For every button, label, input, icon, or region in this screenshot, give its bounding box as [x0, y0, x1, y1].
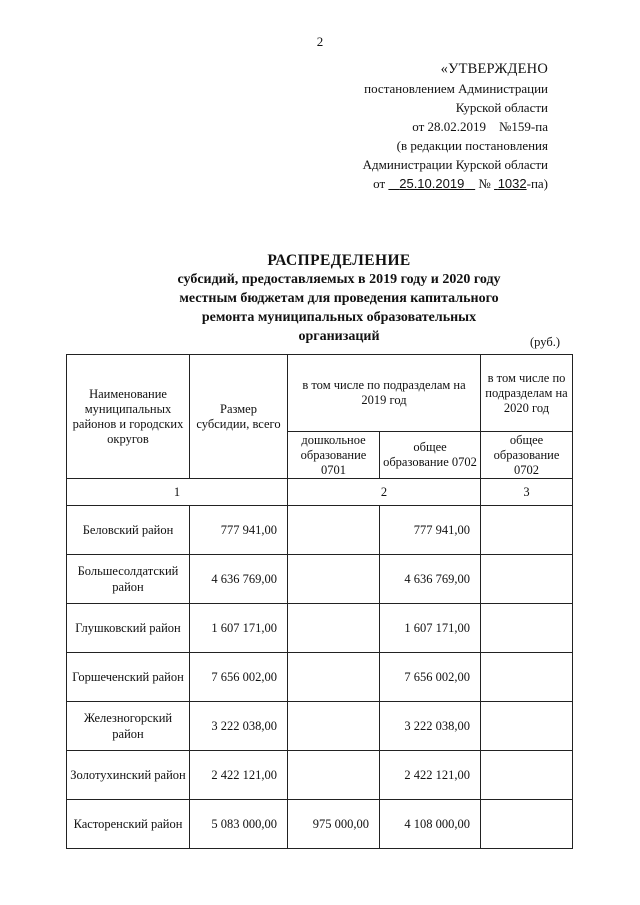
table-row [67, 800, 573, 849]
header-preschool: дошкольное образование 0701 [288, 432, 380, 479]
revision-number: 1032 [497, 176, 527, 191]
approval-decree-date: от 28.02.2019 [412, 119, 487, 134]
general-2020-amount [481, 751, 573, 800]
header-group-2019: в том числе по подразделам на 2019 год [288, 355, 481, 432]
column-number-3: 3 [481, 479, 573, 506]
page-number: 2 [316, 34, 324, 49]
revision-suffix: -па) [526, 176, 548, 191]
table-row [67, 506, 573, 555]
header-name: Наименование муниципальных районов и городских округов [67, 355, 190, 479]
general-2019-amount: 4 108 000,00 [380, 800, 481, 849]
revision-date: 25.10.2019 [399, 176, 465, 191]
column-number-2: 2 [288, 479, 481, 506]
preschool-amount: 975 000,00 [288, 800, 380, 849]
table-row [67, 653, 573, 702]
general-2019-amount: 4 636 769,00 [380, 555, 481, 604]
preschool-amount [288, 604, 380, 653]
general-2019-amount: 2 422 121,00 [380, 751, 481, 800]
general-2020-amount [481, 555, 573, 604]
subsidy-total: 5 083 000,00 [190, 800, 288, 849]
approval-revision-line [363, 174, 548, 193]
approval-heading: «УТВЕРЖДЕНО [440, 61, 548, 77]
subsidy-total: 4 636 769,00 [190, 555, 288, 604]
preschool-amount [288, 751, 380, 800]
title-line: местным бюджетам для проведения капитального [179, 291, 499, 306]
subsidy-total: 1 607 171,00 [190, 604, 288, 653]
title-line: субсидий, предоставляемых в 2019 году и 2020 году [177, 272, 501, 287]
currency-unit: (руб.) [530, 335, 560, 349]
general-2019-amount: 1 607 171,00 [380, 604, 481, 653]
general-2019-amount: 3 222 038,00 [380, 702, 481, 751]
subsidy-total: 3 222 038,00 [190, 702, 288, 751]
subsidy-table [66, 354, 573, 849]
table-row [67, 751, 573, 800]
revision-number-label: № [478, 176, 491, 191]
approval-line: (в редакции постановления [396, 138, 548, 153]
general-2020-amount [481, 702, 573, 751]
title-line: ремонта муниципальных образовательных [201, 310, 477, 325]
district-name: Касторенский район [67, 800, 190, 849]
general-2020-amount [481, 604, 573, 653]
preschool-amount [288, 653, 380, 702]
general-2020-amount [481, 653, 573, 702]
district-name: Беловский район [67, 506, 190, 555]
district-name: Горшеченский район [67, 653, 190, 702]
preschool-amount [288, 702, 380, 751]
header-total: Размер субсидии, всего [190, 355, 288, 479]
general-2020-amount [481, 506, 573, 555]
table-row [67, 702, 573, 751]
approval-line: постановлением Администрации [364, 81, 548, 96]
district-name: Железногорский район [67, 702, 190, 751]
approval-line: Курской области [455, 100, 548, 115]
table-row [67, 604, 573, 653]
district-name: Золотухинский район [67, 751, 190, 800]
approval-line: Администрации Курской области [362, 157, 548, 172]
subsidy-total: 777 941,00 [190, 506, 288, 555]
table-row [67, 555, 573, 604]
header-general-2019: общее образование 0702 [380, 432, 481, 479]
subsidy-total: 7 656 002,00 [190, 653, 288, 702]
header-group-2020: в том числе по подразделам на 2020 год [481, 355, 573, 432]
general-2019-amount: 777 941,00 [380, 506, 481, 555]
document-title [130, 251, 548, 346]
title-main: РАСПРЕДЕЛЕНИЕ [267, 252, 411, 269]
preschool-amount [288, 506, 380, 555]
district-name: Большесолдатский район [67, 555, 190, 604]
title-line: организаций [298, 329, 380, 344]
general-2019-amount: 7 656 002,00 [380, 653, 481, 702]
header-general-2020: общее образование 0702 [481, 432, 573, 479]
revision-prefix: от [373, 176, 386, 191]
approval-stamp [363, 60, 548, 193]
approval-decree-number: №159-па [499, 119, 548, 134]
subsidy-total: 2 422 121,00 [190, 751, 288, 800]
district-name: Глушковский район [67, 604, 190, 653]
preschool-amount [288, 555, 380, 604]
approval-decree-line [363, 117, 548, 136]
column-number-1: 1 [67, 479, 288, 506]
general-2020-amount [481, 800, 573, 849]
